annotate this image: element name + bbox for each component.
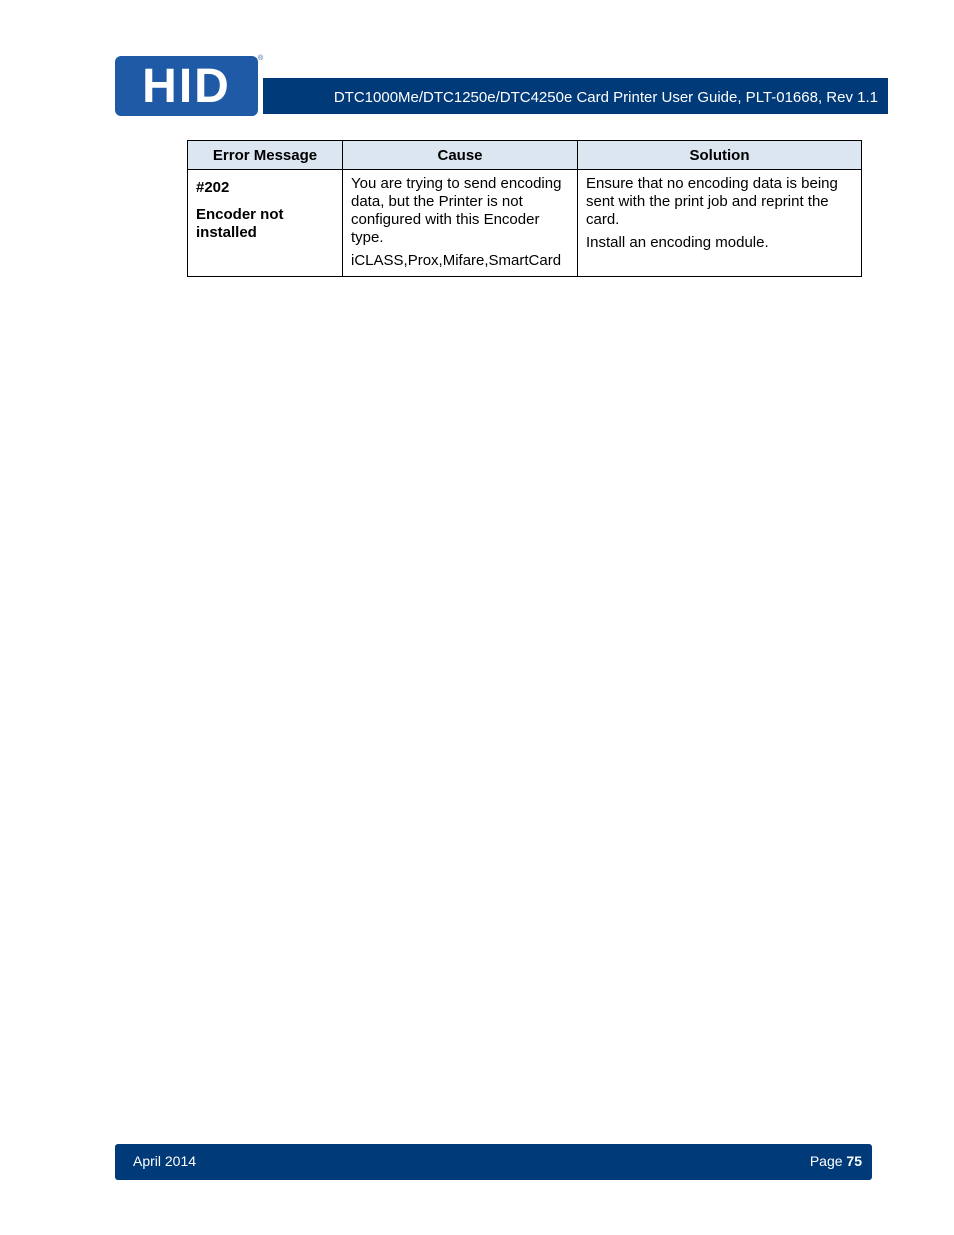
solution-text-2: Install an encoding module. (586, 234, 769, 251)
registered-mark: ® (258, 55, 264, 62)
hid-logo (115, 56, 258, 116)
error-name: Encoder not installed (196, 206, 284, 241)
footer-bar (115, 1144, 872, 1180)
hid-logo-mark (115, 56, 258, 116)
column-header-solution: Solution (578, 141, 862, 170)
column-header-error-message: Error Message (188, 141, 343, 170)
page-number: 75 (846, 1153, 862, 1169)
table-row (188, 170, 862, 277)
footer-date: April 2014 (133, 1153, 197, 1169)
document-title: DTC1000Me/DTC1250e/DTC4250e Card Printer User Guide, PLT-01668, Rev 1.1 (333, 89, 878, 106)
error-message-cell (188, 170, 343, 277)
solution-cell (578, 170, 862, 277)
hid-logo-text: HID (142, 60, 231, 113)
page-label: Page (809, 1153, 843, 1169)
solution-text: Ensure that no encoding data is being sent with the print job and reprint the card. (586, 175, 838, 228)
cause-encoder-types: iCLASS,Prox,Mifare,SmartCard (351, 252, 562, 269)
column-header-cause: Cause (343, 141, 578, 170)
error-code: #202 (196, 179, 230, 196)
table-header-row (188, 141, 862, 170)
cause-text: You are trying to send encoding data, but the Printer is not configured with this Encoder type. (351, 175, 562, 246)
footer-page (810, 1153, 862, 1169)
cause-cell (343, 170, 578, 277)
header-bar (263, 78, 888, 114)
error-table (187, 140, 862, 277)
